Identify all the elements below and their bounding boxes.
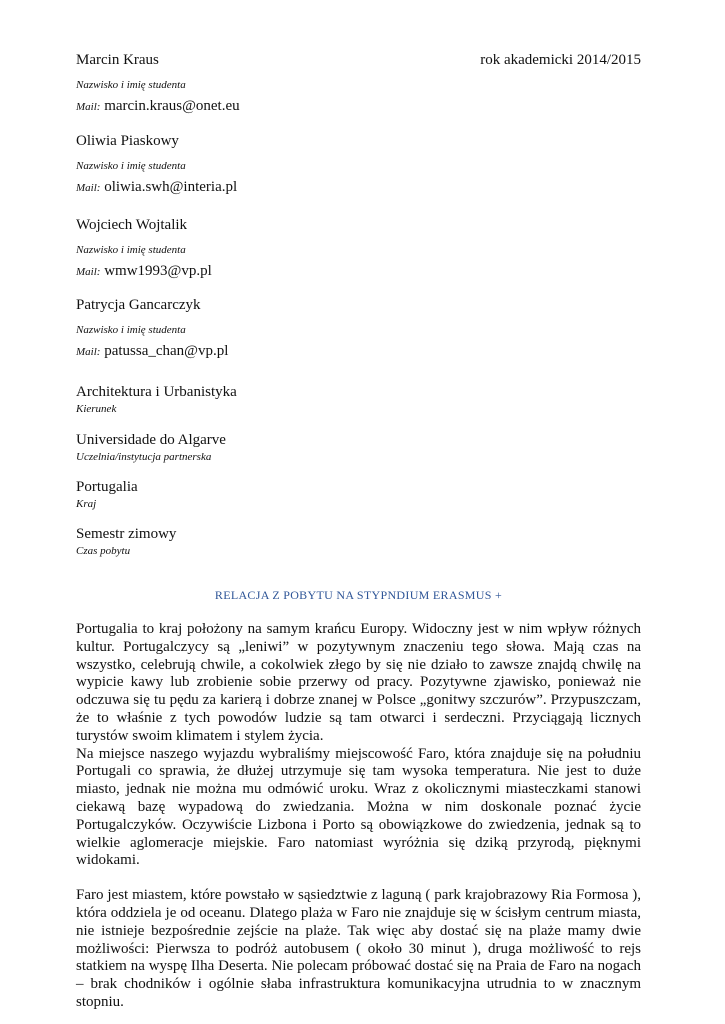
field-label: Czas pobytu [76,545,131,557]
report-body [76,621,641,1012]
header-row [76,50,641,70]
paragraph: Portugalia to kraj położony na samym krańcu Europy. Widoczny jest w nim wpływ różnych kultur. Portugalczycy są „leniwi” w pozytywnym znaczeniu tego słowa. Mają czas na wszystko, celebrują chwile, a cokolwiek złego by się nie działo to zawsze znajdą chwilę na wypicie kawy lub zrobienie sobie przerwy od pracy. Pozytywne zjawisko, ponieważ nie odczuwa się tu pędu za karierą i dobrze znanej w Polsce „gonitwy szczurów”. Przypuszczam, że to właśnie z tych powodów ludzie są tam otwarci i serdeczni. Przyciągają licznych turystów swoim klimatem i stylem życia. [76,621,641,744]
student-name: Wojciech Wojtalik [76,217,188,233]
field-major [76,382,237,416]
report-title: RELACJA Z POBYTU NA STYPNDIUM ERASMUS + [214,588,503,602]
student-name: Patrycja Gancarczyk [76,297,201,313]
field-value: Portugalia [76,479,138,495]
student-block [76,215,641,282]
mail-label: Mail: [76,182,101,194]
email-address: oliwia.swh@interia.pl [104,179,238,195]
paragraph: Faro jest miastem, które powstało w sąsiedztwie z laguną ( park krajobrazowy Ria Formosa ), która oddziela je od oceanu. Dlatego plaża w Faro nie znajduje się w ścisłym centrum miasta, nie istnieje bezpośrednie zejście na plaże. Tak więc aby dostać się na plaże mamy dwie możliwości: Pierwsza to podróż autobusem ( około 30 minut ), druga możliwość to rejs statkiem na wyspę Ilha Deserta. Nie polecam próbować dostać się na Praia de Faro na nogach – brak chodników i ogólnie słaba infrastruktura komunikacyjna utrudnia to w znacznym stopniu. [76,887,641,1010]
student-block [76,295,641,362]
mail-line [76,177,641,198]
field-value: Architektura i Urbanistyka [76,384,237,400]
academic-year: rok akademicki 2014/2015 [480,52,641,68]
field-value: Universidade do Algarve [76,432,226,448]
student-name: Marcin Kraus [76,52,159,68]
student-block [76,131,641,198]
mail-line [76,341,641,362]
mail-label: Mail: [76,346,101,358]
paragraph: Na miejsce naszego wyjazdu wybraliśmy miejscowość Faro, która znajduje się na południu Portugali co sprawia, że dłużej utrzymuje się tam wysoka temperatura. Nie jest to duże miasto, jednak nie można mu odmówić uroku. Wraz z okolicznymi miasteczkami stanowi ciekawą bazę wypadową do zwiedzania. Można w nim doskonale poznać życie Portugalczyków. Oczywiście Lizbona i Porto są obowiązkowe do zwiedzenia, jednak są to wielkie aglomeracje miejskie. Faro natomiast wyróżnia się dziką przyrodą, pięknymi widokami. [76,745,641,869]
mail-line [76,96,641,117]
email-address: marcin.kraus@onet.eu [104,98,240,114]
field-country [76,477,138,511]
field-stay-period [76,524,176,558]
name-label: Nazwisko i imię studenta [76,324,186,336]
mail-label: Mail: [76,101,101,113]
field-label: Uczelnia/instytucja partnerska [76,451,212,463]
mail-line [76,261,641,282]
paragraph-gap [76,870,641,887]
email-address: patussa_chan@vp.pl [104,343,229,359]
name-label: Nazwisko i imię studenta [76,244,186,256]
email-address: wmw1993@vp.pl [104,263,212,279]
field-value: Semestr zimowy [76,526,177,542]
field-label: Kraj [76,498,97,510]
name-label: Nazwisko i imię studenta [76,79,186,91]
field-university [76,430,226,464]
field-label: Kierunek [76,403,117,415]
mail-label: Mail: [76,266,101,278]
student-name: Oliwia Piaskowy [76,133,179,149]
student-block [76,50,641,117]
name-label: Nazwisko i imię studenta [76,160,186,172]
